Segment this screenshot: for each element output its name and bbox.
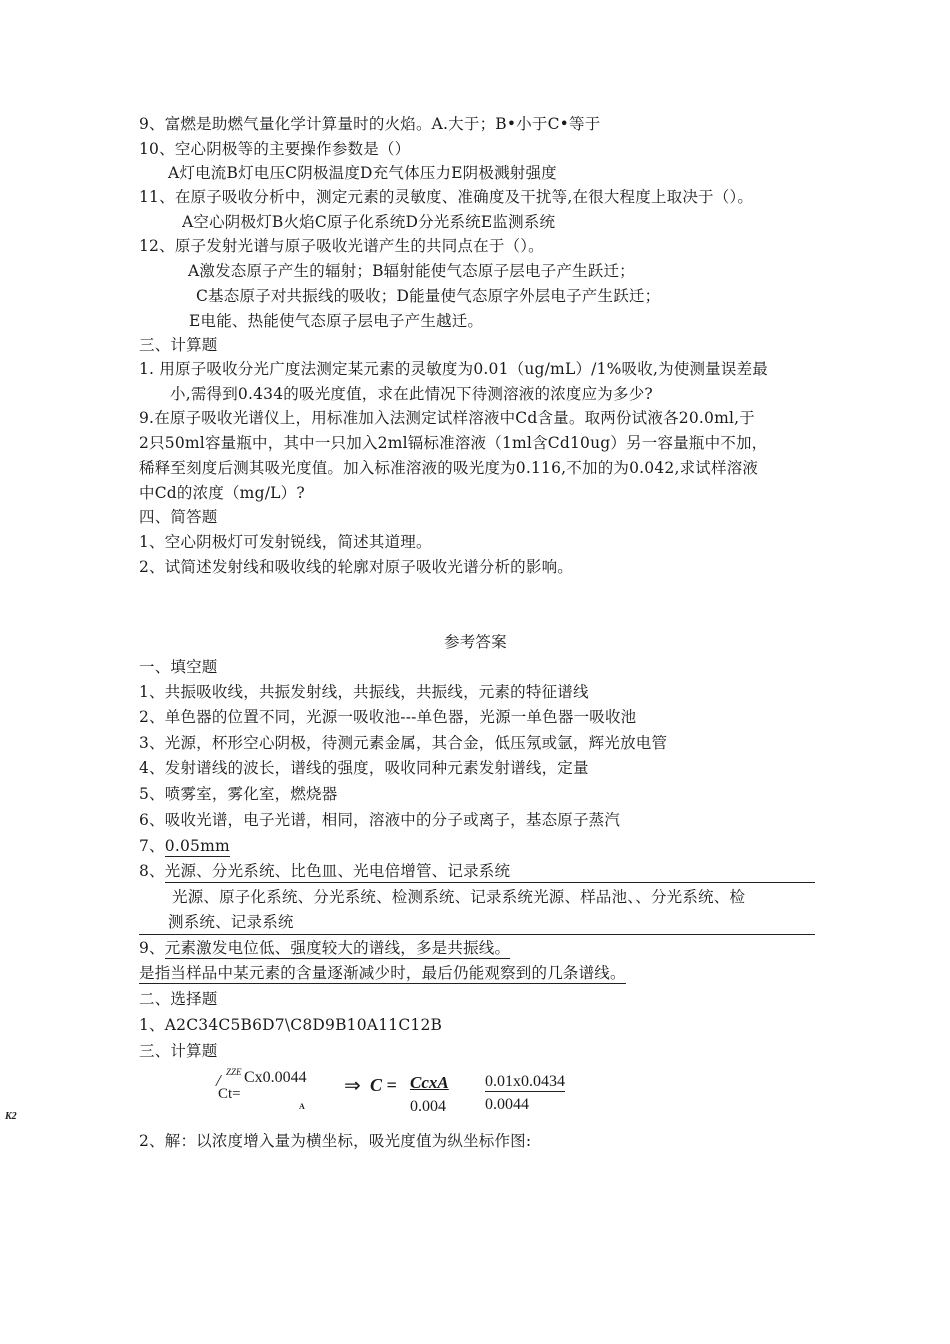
- formula-superscript: ZZE: [226, 1067, 242, 1077]
- answers-calc-2: 2、解：以浓度增入量为横坐标，吸光度值为纵坐标作图:: [139, 1132, 532, 1150]
- calc-problem-2-line-4: 中Cd的浓度（mg/L）?: [139, 484, 305, 502]
- answer-4: 4、发射谱线的波长，谱线的强度，吸收同种元素发射谱线，定量: [139, 759, 589, 777]
- formula-numerator-right-value: 0.01x0.0434: [485, 1073, 565, 1090]
- formula-ct: Ct=: [218, 1086, 241, 1102]
- formula-numerator-right: [485, 1073, 565, 1091]
- answer-8-rule-bottom: [139, 934, 815, 935]
- answer-10: [139, 963, 626, 983]
- margin-mark: K2: [5, 1111, 17, 1122]
- question-10-options: A灯电流B灯电压C阴极温度D充气体压力E阴极溅射强度: [168, 164, 557, 182]
- answers-calc-heading: 三、计算题: [139, 1042, 218, 1060]
- answers-title: 参考答案: [444, 633, 507, 651]
- formula-arrow: ⇒: [344, 1075, 361, 1097]
- question-11-options: A空心阴极灯B火焰C原子化系统D分光系统E监测系统: [182, 213, 556, 231]
- calc-heading: 三、计算题: [139, 336, 218, 354]
- calc-problem-2-line-3: 稀释至刻度后测其吸光度值。加入标准溶液的吸光度为0.116,不加的为0.042,求试样溶液: [139, 459, 759, 477]
- short-answer-1: 1、空心阴极灯可发射锐线，简述其道理。: [139, 533, 432, 551]
- formula-denominator-mid: 0.004: [410, 1098, 446, 1112]
- answer-9: [139, 938, 510, 958]
- answer-8-line-3: 测系统、记录系统: [168, 913, 294, 931]
- question-12-option-cd: C基态原子对共振线的吸收；D能量使气态原字外层电子产生跃迁；: [196, 287, 661, 305]
- answer-6: 6、吸收光谱，电子光谱，相同，溶液中的分子或离子，基态原子蒸汽: [139, 811, 621, 829]
- answer-8-rule-top: [165, 882, 815, 883]
- formula-numerator-left: Cx0.0044: [244, 1069, 307, 1086]
- answer-8-line-2: 光源、原子化系统、分光系统、检测系统、记录系统光源、样品池、、分光系统、检: [172, 888, 746, 906]
- question-10: 10、空心阴极等的主要操作参数是（）: [139, 140, 411, 158]
- answer-3: 3、光源，杯形空心阴极，待测元素金属，其合金，低压氖或氩，辉光放电管: [139, 734, 668, 752]
- answer-7: [139, 836, 230, 856]
- answer-2: 2、单色器的位置不同，光源一吸收池---单色器，光源一单色器一吸收池: [139, 708, 637, 726]
- answers-choice-heading: 二、选择题: [139, 990, 218, 1008]
- calc-problem-1-line-1: 1. 用原子吸收分光广度法测定某元素的灵敏度为0.01（ug/mL）/1%吸收,为使测量误差最: [139, 360, 768, 378]
- answer-9-value: 元素激发电位低、强度较大的谱线，多是共振线。: [164, 939, 511, 957]
- calc-problem-2-line-1: 9.在原子吸收光谱仪上，用标准加入法测定试样溶液中Cd含量。取两份试液各20.0ml,于: [139, 409, 755, 427]
- short-answer-heading: 四、简答题: [139, 508, 218, 526]
- answer-9-number: 9、: [139, 939, 165, 957]
- question-11: 11、在原子吸收分析中，测定元素的灵敏度、准确度及干扰等,在很大程度上取决于（）。: [139, 188, 754, 206]
- answer-10-value: 是指当样品中某元素的含量逐渐减少时，最后仍能观察到的几条谱线。: [139, 964, 626, 982]
- short-answer-2: 2、试简述发射线和吸收线的轮廓对原子吸收光谱分析的影响。: [139, 558, 573, 576]
- answers-choice-1: 1、A2C34C5B6D7\C8D9B10A11C12B: [139, 1016, 443, 1034]
- question-12: 12、原子发射光谱与原子吸收光谱产生的共同点在于（）。: [139, 237, 544, 255]
- answer-5: 5、喷雾室，雾化室，燃烧器: [139, 785, 338, 803]
- question-12-option-e: E电能、热能使气态原子层电子产生越迁。: [189, 312, 484, 330]
- formula-below-mark: A: [299, 1102, 305, 1111]
- question-12-option-ab: A激发态原子产生的辐射；B辐射能使气态原子层电子产生跃迁；: [188, 262, 635, 280]
- answer-8-value: 光源、分光系统、比色皿、光电倍增管、记录系统: [164, 862, 511, 880]
- formula-prefix: /: [216, 1071, 221, 1090]
- answer-8-number: 8、: [139, 862, 165, 880]
- calc-problem-1-line-2: 小,需得到0.434的吸光度值，求在此情况下待测溶液的浓度应为多少?: [170, 385, 653, 403]
- formula-c-equals: C =: [370, 1075, 397, 1095]
- calc-problem-2-line-2: 2只50ml容量瓶中，其中一只加入2ml镉标准溶液（1ml含Cd10ug）另一容量瓶中不加，: [139, 434, 768, 452]
- answer-7-number: 7、: [139, 837, 165, 855]
- answers-fill-heading: 一、填空题: [139, 658, 218, 676]
- formula-denominator-right: 0.0044: [485, 1096, 529, 1113]
- formula-ccxa: CcxA: [410, 1073, 449, 1092]
- answer-8: [139, 861, 510, 881]
- answer-1: 1、共振吸收线，共振发射线，共振线，共振线，元素的特征谱线: [139, 683, 589, 701]
- question-9: 9、富燃是助燃气量化学计算量时的火焰。A.大于；B•小于C•等于: [139, 115, 601, 133]
- answer-7-value: 0.05mm: [164, 837, 230, 855]
